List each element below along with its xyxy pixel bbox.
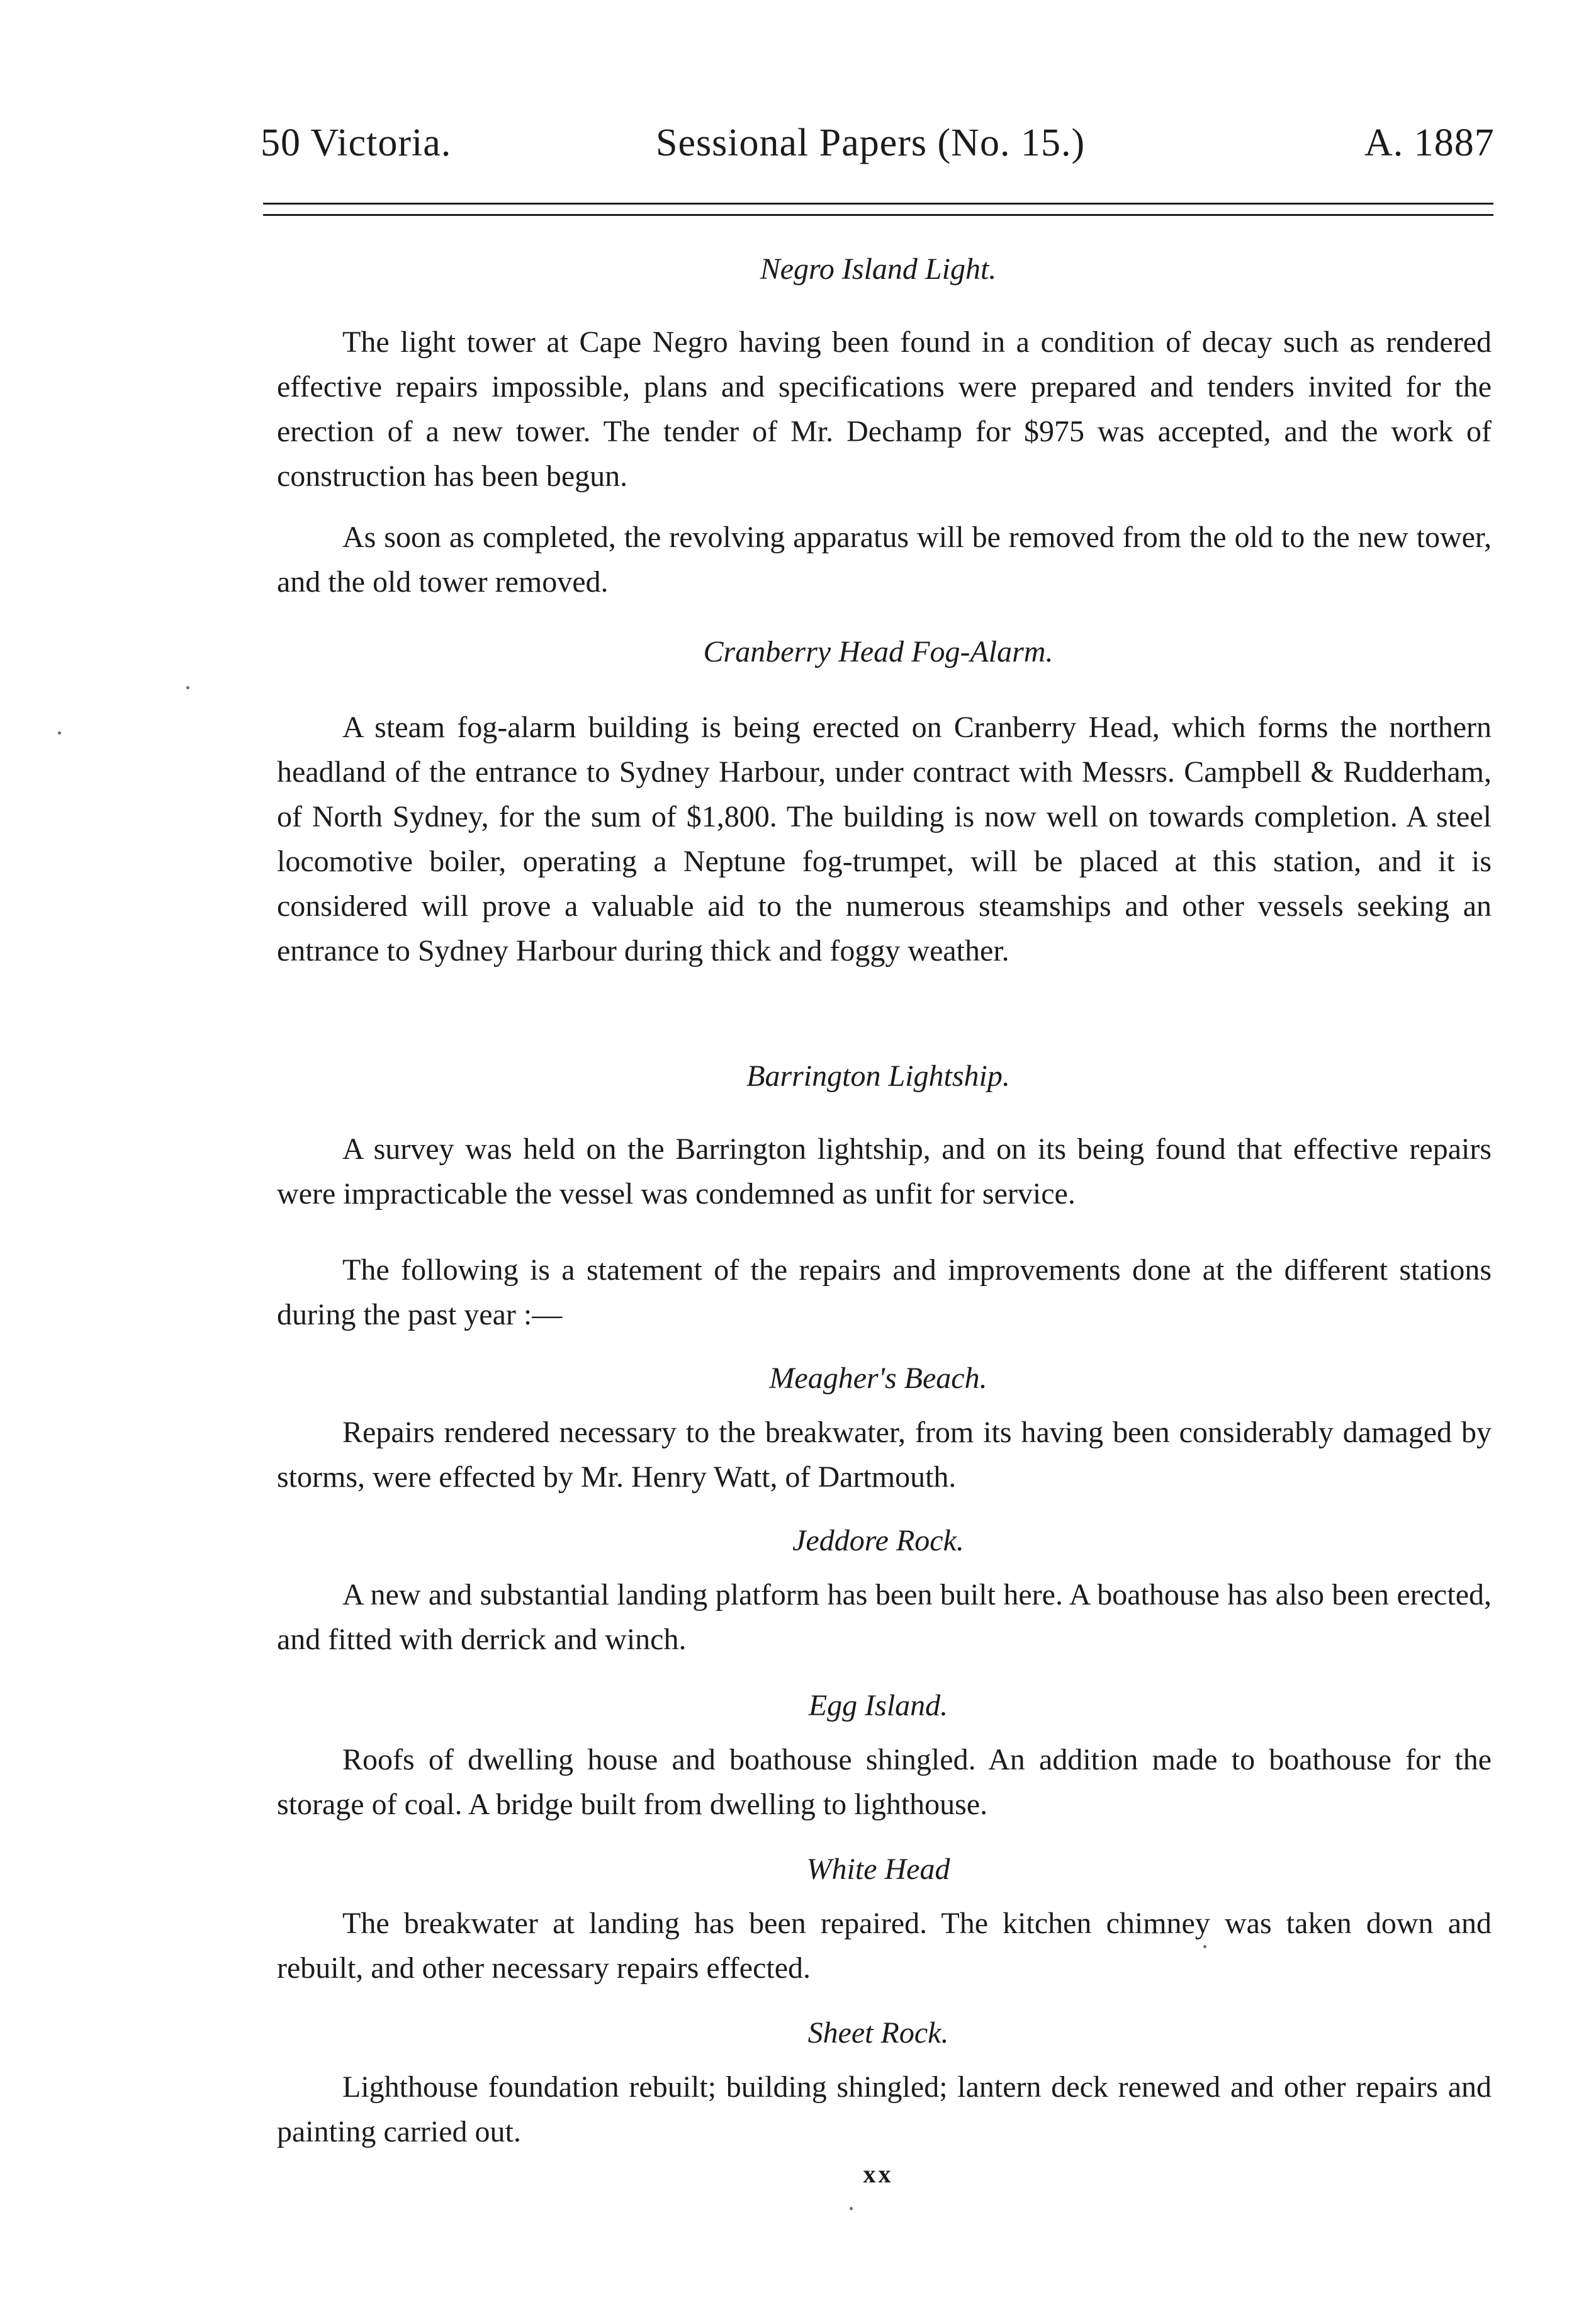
section-body-sheet-rock: [277, 2065, 1492, 2154]
section-body-cranberry-head: [277, 705, 1492, 973]
section-body-meaghers-beach: [277, 1410, 1492, 1499]
paragraph: Lighthouse foundation rebuilt; building shingled; lantern deck renewed and other repairs and painting carried out.: [277, 2070, 1492, 2148]
section-body-egg-island: [277, 1737, 1492, 1827]
header-rule: [263, 203, 1493, 205]
section-heading-barrington-lightship: Barrington Lightship.: [746, 1059, 1010, 1093]
paragraph: A steam fog-alarm building is being erected on Cranberry Head, which forms the northern headland of the entrance to Sydney Harbour, under contract with Messrs. Campbell & Rudderham, of North Sydney, for the sum of $1,800. The building is now well on towards completion. A steel locomotive boiler, operating a Neptune fog-trumpet, will be placed at this station, and it is considered will prove a valuable aid to the numerous steamships and other vessels seeking an entrance to Sydney Harbour during thick and foggy weather.: [277, 711, 1492, 968]
paragraph: Repairs rendered necessary to the breakwater, from its having been considerably damaged by storms, were effected by Mr. Henry Watt, of Dartmouth.: [277, 1416, 1492, 1494]
running-header-session: 50 Victoria.: [261, 121, 452, 164]
running-header-title: Sessional Papers (No. 15.): [656, 121, 1086, 164]
section-heading-meaghers-beach: Meagher's Beach.: [769, 1362, 987, 1395]
paragraph: As soon as completed, the revolving apparatus will be removed from the old to the new tower, and the old tower removed.: [277, 521, 1492, 599]
section-body-white-head: [277, 1901, 1492, 1990]
section-body-barrington-lightship: [277, 1127, 1492, 1216]
scan-speck: [186, 686, 189, 689]
page-signature-mark: xx: [863, 2160, 894, 2188]
header-rule: [263, 214, 1493, 216]
paragraph: The breakwater at landing has been repaired. The kitchen chimney was taken down and rebuilt, and other necessary repairs effected.: [277, 1907, 1492, 1985]
paragraph: The following is a statement of the repairs and improvements done at the different stations during the past year :—: [277, 1253, 1492, 1331]
section-heading-cranberry-head: Cranberry Head Fog-Alarm.: [703, 635, 1054, 669]
scan-speck: [850, 2207, 853, 2210]
section-heading-egg-island: Egg Island.: [808, 1689, 948, 1722]
section-body-jeddore-rock: [277, 1572, 1492, 1662]
section-heading-negro-island-light: Negro Island Light.: [760, 252, 997, 286]
section-body-negro-island-light: [277, 320, 1492, 499]
paragraph: Roofs of dwelling house and boathouse shingled. An addition made to boathouse for the storage of coal. A bridge built from dwelling to lighthouse.: [277, 1743, 1492, 1821]
section-body-barrington-lightship: [277, 1248, 1492, 1337]
paragraph: A new and substantial landing platform has been built here. A boathouse has also been erected, and fitted with derrick and winch.: [277, 1578, 1492, 1656]
section-heading-jeddore-rock: Jeddore Rock.: [792, 1524, 964, 1557]
scan-speck: [58, 731, 61, 735]
scan-speck: [1203, 1945, 1206, 1948]
paragraph: A survey was held on the Barrington lightship, and on its being found that effective repairs were impracticable the vessel was condemned as unfit for service.: [277, 1132, 1492, 1210]
section-heading-white-head: White Head: [806, 1853, 950, 1886]
section-heading-sheet-rock: Sheet Rock.: [807, 2016, 949, 2050]
running-header-year: A. 1887: [1364, 121, 1495, 164]
section-body-negro-island-light: [277, 515, 1492, 604]
paragraph: The light tower at Cape Negro having been found in a condition of decay such as rendered effective repairs impossible, plans and specifications were prepared and tenders invited for the erection of a new tower. The tender of Mr. Dechamp for $975 was accepted, and the work of construction has been begun.: [277, 325, 1492, 493]
